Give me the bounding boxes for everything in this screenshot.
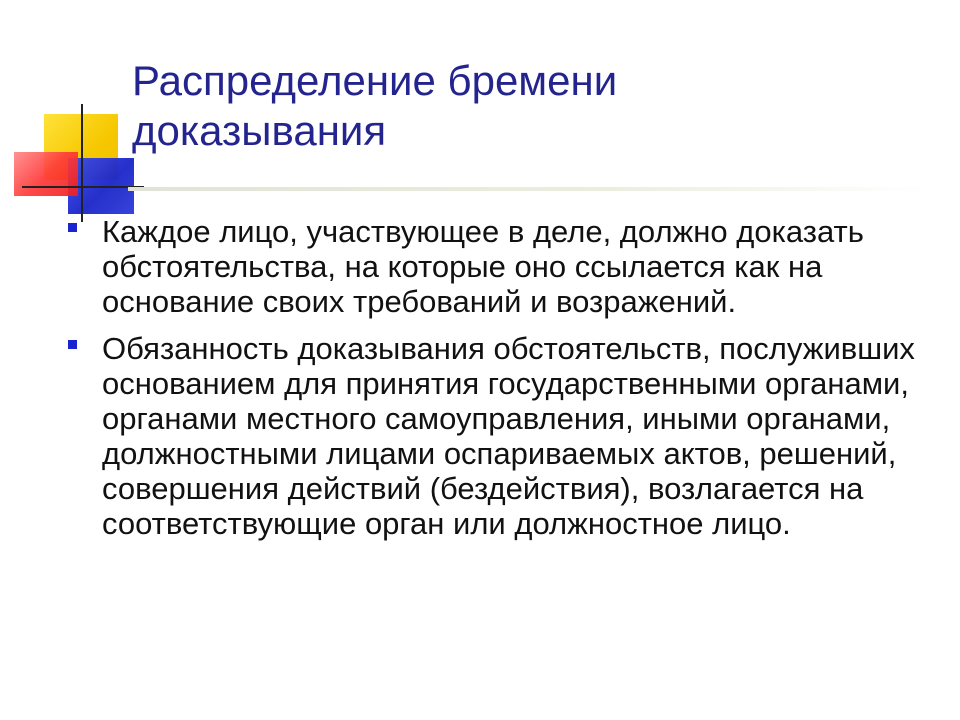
decorative-squares-logo: [0, 0, 140, 220]
bullet-item: [66, 331, 936, 541]
vertical-line: [81, 104, 83, 222]
bullet-item: [66, 214, 936, 319]
horizontal-line: [22, 186, 144, 188]
red-square-shape: [14, 152, 78, 196]
bullet-list: [66, 214, 936, 553]
square-bullet-icon: [68, 340, 77, 349]
bullet-text: Каждое лицо, участвующее в деле, должно доказать обстоятельства, на которые оно ссылается как на основание своих требований и возражений.: [102, 214, 864, 319]
title-line-1: Распределение бремени: [132, 57, 618, 104]
slide-title: [132, 56, 912, 156]
bullet-text: Обязанность доказывания обстоятельств, послуживших основанием для принятия государственными органами, органами местного самоуправления, иными органами, должностными лицами оспариваемых актов, решений, совершения действий (бездействия), возлагается на соответствующие орган или должностное лицо.: [102, 331, 915, 541]
title-line-2: доказывания: [132, 107, 387, 154]
square-bullet-icon: [68, 223, 77, 232]
title-underline: [128, 187, 928, 191]
